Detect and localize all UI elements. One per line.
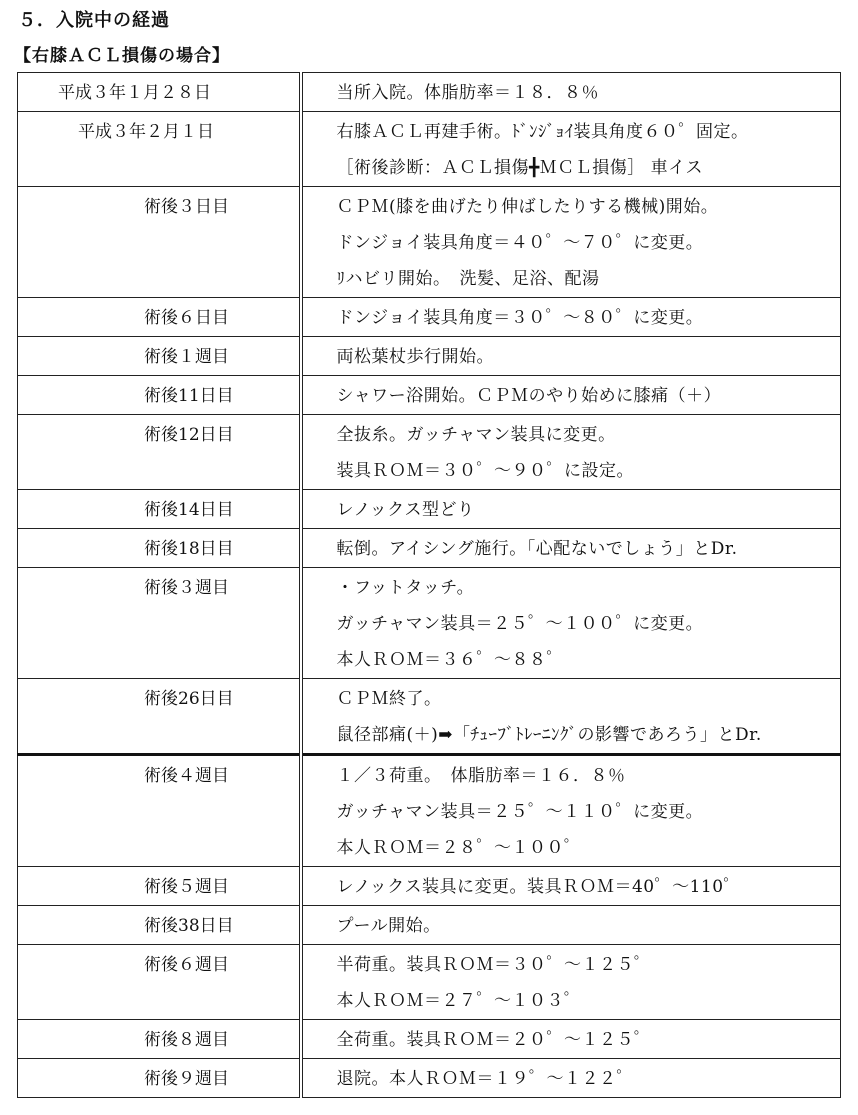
- date-text: 術後３日目: [144, 197, 229, 217]
- date-text: 術後６日目: [144, 308, 229, 328]
- event-line: ガッチャマン装具＝２５゜～１１０゜に変更。: [336, 802, 704, 822]
- table-row: [18, 337, 841, 376]
- event-line: 装具ＲＯＭ＝３０゜～９０゜に設定。: [336, 461, 634, 481]
- event-line: ﾘハビリ開始。 洗髪、足浴、配湯: [336, 269, 600, 289]
- table-row: [18, 415, 841, 490]
- date-cell: [18, 490, 301, 529]
- date-cell: [18, 298, 301, 337]
- date-cell: [18, 529, 301, 568]
- event-line: プール開始。: [336, 916, 441, 936]
- table-row: [18, 755, 841, 867]
- table-row: [18, 298, 841, 337]
- event-line: ・フットタッチ。: [336, 578, 475, 598]
- date-text: 術後８週目: [144, 1030, 229, 1050]
- date-cell: [18, 337, 301, 376]
- event-cell: [301, 568, 841, 679]
- event-line: 退院。本人ＲＯＭ＝１９゜～１２２゜: [336, 1069, 634, 1089]
- date-cell: [18, 867, 301, 906]
- table-row: [18, 529, 841, 568]
- event-line: 全抜糸。ガッチャマン装具に変更。: [336, 425, 616, 445]
- event-line: レノックス装具に変更。装具ＲＯＭ＝40゜～110゜: [336, 877, 742, 897]
- table-row: [18, 945, 841, 1020]
- event-line: 当所入院。体脂肪率＝１８．８％: [336, 83, 599, 103]
- date-text: 平成３年２月１日: [78, 122, 214, 142]
- event-cell: [301, 755, 841, 867]
- date-text: 術後11日目: [144, 386, 234, 406]
- event-line: ドンジョイ装具角度＝３０゜～８０゜に変更。: [336, 308, 704, 328]
- date-cell: [18, 906, 301, 945]
- event-cell: [301, 945, 841, 1020]
- table-row: [18, 568, 841, 679]
- date-text: 術後５週目: [144, 877, 229, 897]
- date-text: 術後９週目: [144, 1069, 229, 1089]
- date-cell: [18, 187, 301, 298]
- event-cell: [301, 187, 841, 298]
- event-line: 全荷重。装具ＲＯＭ＝２０゜～１２５゜: [336, 1030, 652, 1050]
- case-title: 【右膝ＡＣＬ損傷の場合】: [14, 46, 230, 66]
- event-line: シャワー浴開始。ＣＰＭのやり始めに膝痛（＋）: [336, 386, 722, 406]
- event-cell: [301, 529, 841, 568]
- date-text: 術後12日目: [144, 425, 234, 445]
- table-row: [18, 73, 841, 112]
- event-line: 本人ＲＯＭ＝２８゜～１００゜: [336, 838, 582, 858]
- table-row: [18, 112, 841, 187]
- event-line: 鼠径部痛(＋)➡「ﾁｭｰﾌﾞﾄﾚｰﾆﾝｸﾞの影響であろう」とDr.: [336, 725, 762, 745]
- date-cell: [18, 1059, 301, 1098]
- date-cell: [18, 568, 301, 679]
- event-line: ［術後診断：ＡＣＬ損傷╋ＭＣＬ損傷］ 車イス: [336, 158, 703, 178]
- table-row: [18, 906, 841, 945]
- date-cell: [18, 1020, 301, 1059]
- event-line: レノックス型どり: [336, 500, 475, 520]
- event-line: 右膝ＡＣＬ再建手術。ﾄﾞﾝｼﾞｮｲ装具角度６０゜固定。: [336, 122, 749, 142]
- date-text: 術後26日目: [144, 689, 234, 709]
- event-cell: [301, 867, 841, 906]
- event-line: 半荷重。装具ＲＯＭ＝３０゜～１２５゜: [336, 955, 652, 975]
- table-row: [18, 1059, 841, 1098]
- event-line: ＣＰＭ(膝を曲げたり伸ばしたりする機械)開始。: [336, 197, 719, 217]
- date-text: 術後１週目: [144, 347, 229, 367]
- event-cell: [301, 906, 841, 945]
- date-cell: [18, 679, 301, 755]
- date-cell: [18, 945, 301, 1020]
- event-cell: [301, 376, 841, 415]
- event-line: 両松葉杖歩行開始。: [336, 347, 494, 367]
- event-line: ＣＰＭ終了。: [336, 689, 442, 709]
- event-cell: [301, 337, 841, 376]
- section-title: ５．入院中の経過: [18, 10, 170, 31]
- date-text: 術後３週目: [144, 578, 229, 598]
- event-cell: [301, 112, 841, 187]
- date-text: 術後38日目: [144, 916, 234, 936]
- date-cell: [18, 755, 301, 867]
- table-row: [18, 490, 841, 529]
- table-row: [18, 376, 841, 415]
- event-cell: [301, 490, 841, 529]
- progress-table: [17, 72, 841, 1098]
- event-line: 本人ＲＯＭ＝３６゜～８８゜: [336, 650, 564, 670]
- event-line: １／３荷重。 体脂肪率＝１６．８％: [336, 766, 626, 786]
- event-cell: [301, 415, 841, 490]
- table-row: [18, 187, 841, 298]
- event-line: 本人ＲＯＭ＝２７゜～１０３゜: [336, 991, 582, 1011]
- event-cell: [301, 298, 841, 337]
- event-line: ドンジョイ装具角度＝４０゜～７０゜に変更。: [336, 233, 704, 253]
- event-line: ガッチャマン装具＝２５゜～１００゜に変更。: [336, 614, 704, 634]
- table-row: [18, 867, 841, 906]
- date-cell: [18, 376, 301, 415]
- table-row: [18, 679, 841, 755]
- date-text: 術後６週目: [144, 955, 229, 975]
- date-text: 術後18日目: [144, 539, 234, 559]
- event-cell: [301, 1059, 841, 1098]
- date-text: 術後４週目: [144, 766, 229, 786]
- event-cell: [301, 1020, 841, 1059]
- event-cell: [301, 73, 841, 112]
- event-cell: [301, 679, 841, 755]
- event-line: 転倒。アイシング施行。「心配ないでしょう」とDr.: [336, 539, 738, 559]
- date-cell: [18, 415, 301, 490]
- table-row: [18, 1020, 841, 1059]
- date-text: 術後14日目: [144, 500, 234, 520]
- date-cell: [18, 112, 301, 187]
- date-cell: [18, 73, 301, 112]
- date-text: 平成３年１月２８日: [58, 83, 211, 103]
